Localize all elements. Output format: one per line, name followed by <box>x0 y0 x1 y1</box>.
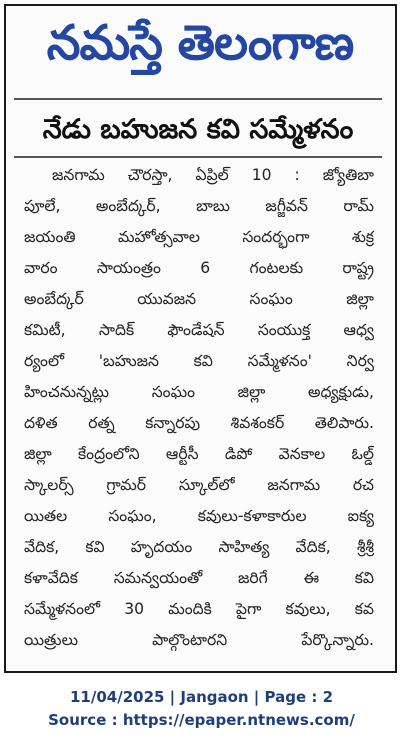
article-line: పూలే, అంబేద్కర్, బాబు జగ్జీవన్ రామ్ <box>24 197 374 215</box>
article-line: ర్యంలో 'బహుజన కవి సమ్మేళనం' నిర్వ <box>24 352 374 370</box>
source-credit: Source : https://epaper.ntnews.com/ <box>48 711 355 729</box>
article-line: జనగామ చౌరస్తా, ఏప్రిల్ 10 : జ్యోతిబా <box>52 166 374 184</box>
article-line: కళావేదిక సమన్వయంతో జరిగే ఈ కవి <box>24 569 374 587</box>
article-line: స్కాలర్స్ గ్రామర్ స్కూల్‌లో జనగామ రచ <box>24 476 374 494</box>
newspaper-masthead: నమస్తే తెలంగాణ <box>46 15 354 71</box>
headline-divider <box>14 156 382 158</box>
article-line: కమిటీ, సాదిక్ ఫౌండేషన్ సంయుక్త ఆధ్వ <box>24 321 374 339</box>
article-line: జిల్లా కేంద్రంలోని ఆర్టీసీ డిపో వెనకాల ఓల్డ్ <box>24 445 374 463</box>
article-line: యిత్రులు పాల్గొంటారని పేర్కొన్నారు. <box>24 631 374 649</box>
article-line: అంబేద్కర్ యువజన సంఘం జిల్లా <box>24 290 374 308</box>
article-line: వేదిక, కవి హృదయం సాహిత్య వేదిక, శ్రీశ్రీ <box>24 538 374 556</box>
article-line: హించనున్నట్లు సంఘం జిల్లా అధ్యక్షుడు, <box>24 383 374 401</box>
article-body <box>24 160 374 656</box>
article-headline: నేడు బహుజన కవి సమ్మేళనం <box>42 114 354 145</box>
publication-meta: 11/04/2025 | Jangaon | Page : 2 <box>69 688 334 706</box>
article-line: వారం సాయంత్రం 6 గంటలకు రాష్ట్ర <box>24 259 374 277</box>
article-line: సమ్మేళనంలో 30 మందికి పైగా కవులు, కవ <box>24 600 374 618</box>
article-line: జయంతి మహోత్సవాల సందర్భంగా శుక్ర <box>24 228 374 246</box>
article-line: దళిత రత్న కన్నారపు శివశంకర్ తెలిపారు. <box>24 414 374 432</box>
article-line: యితల సంఘం, కవులు-కళాకారుల ఐక్య <box>24 507 374 525</box>
masthead-divider <box>14 98 382 100</box>
